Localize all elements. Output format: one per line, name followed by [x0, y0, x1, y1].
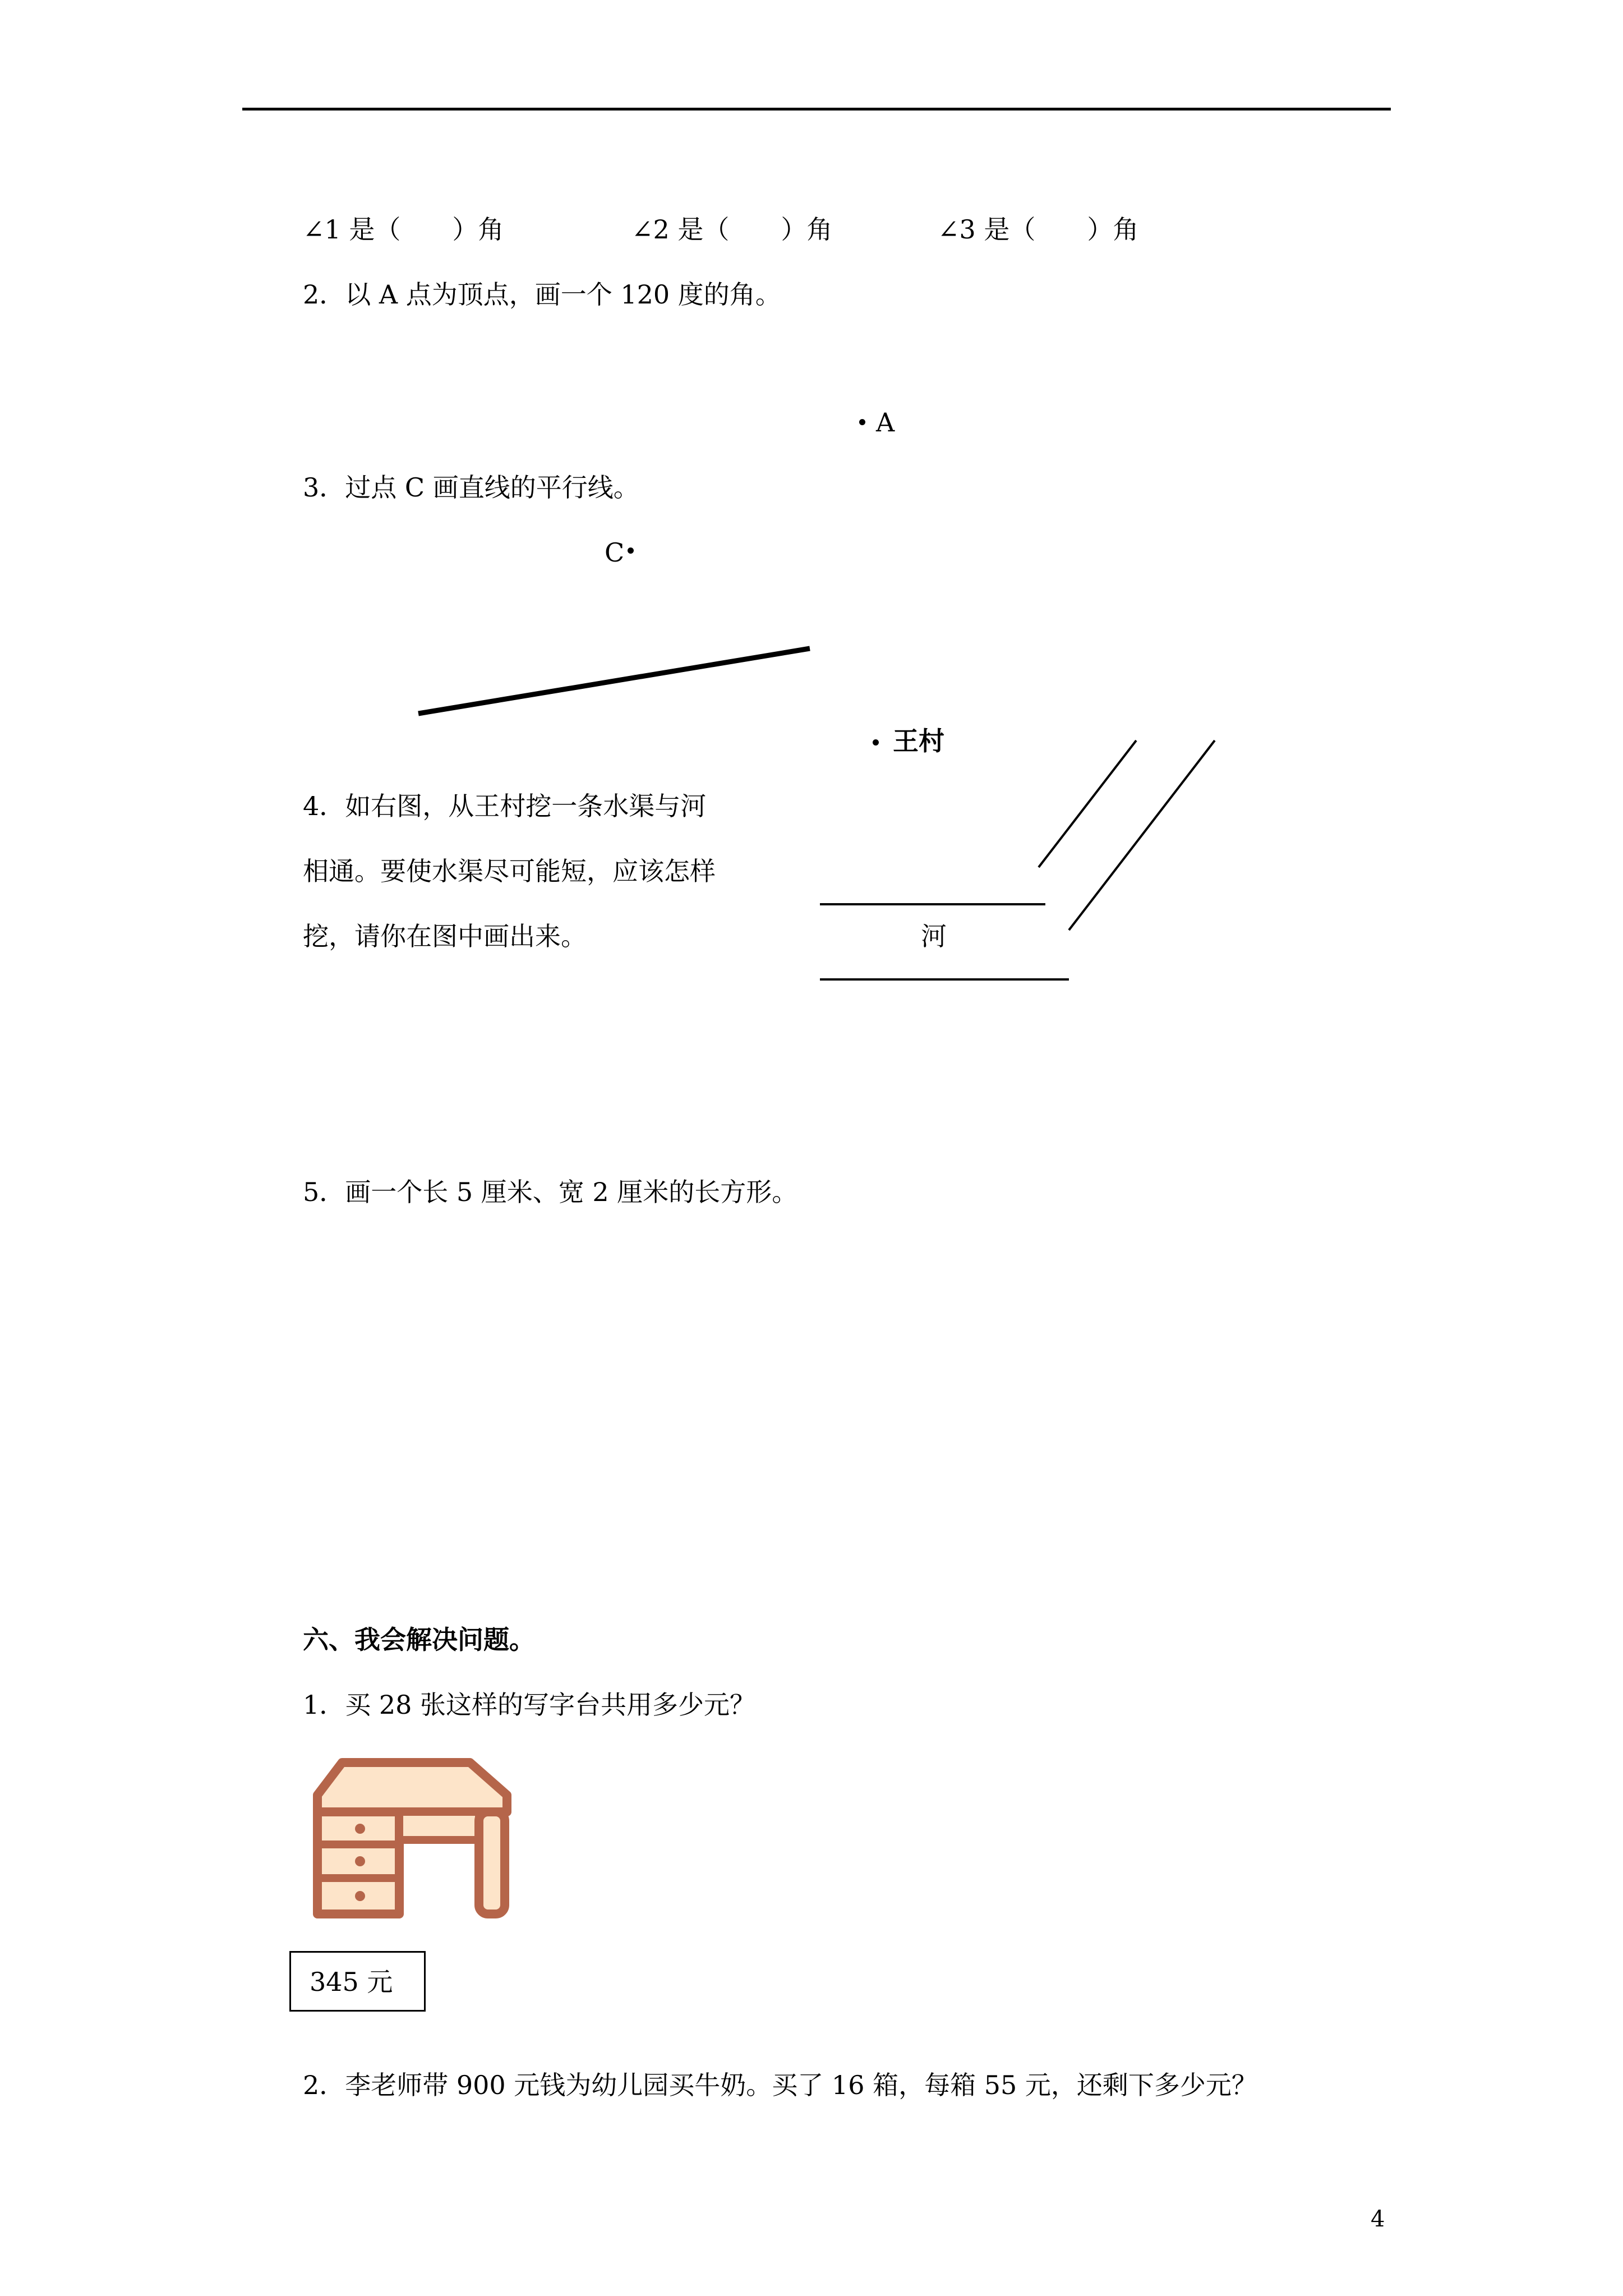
question-4-line-2: 相通。要使水渠尽可能短，应该怎样	[303, 856, 716, 886]
river-bank-upper-left	[1039, 740, 1136, 867]
desk-illustration	[317, 1763, 507, 1914]
price-text: 345 元	[310, 1967, 393, 1997]
problem-2: 2．李老师带 900 元钱为幼儿园买牛奶。买了 16 箱，每箱 55 元，还剩下多少元？	[303, 2070, 1257, 2100]
river-label: 河	[921, 921, 947, 951]
straight-line	[418, 648, 810, 714]
angle-3-blank: ∠3 是（ ）角	[938, 214, 1139, 245]
question-2: 2．以 A 点为顶点，画一个 120 度的角。	[303, 279, 781, 310]
problem-1: 1．买 28 张这样的写字台共用多少元？	[303, 1690, 756, 1720]
question-4-line-1: 4．如右图，从王村挖一条水渠与河	[303, 791, 707, 821]
angle-2-blank: ∠2 是（ ）角	[631, 214, 833, 245]
angle-1-blank: ∠1 是（ ）角	[303, 214, 504, 245]
question-4-line-3: 挖，请你在图中画出来。	[303, 921, 587, 951]
village-label: 王村	[893, 726, 944, 756]
question-5: 5．画一个长 5 厘米、宽 2 厘米的长方形。	[303, 1177, 798, 1207]
river-bank-upper-right	[1069, 740, 1215, 930]
section-6-title: 六、我会解决问题。	[303, 1625, 535, 1655]
point-c-label: C	[605, 537, 625, 568]
page-number: 4	[1371, 2206, 1385, 2232]
point-a-label: A	[876, 407, 895, 438]
question-3: 3．过点 C 画直线的平行线。	[303, 472, 639, 503]
